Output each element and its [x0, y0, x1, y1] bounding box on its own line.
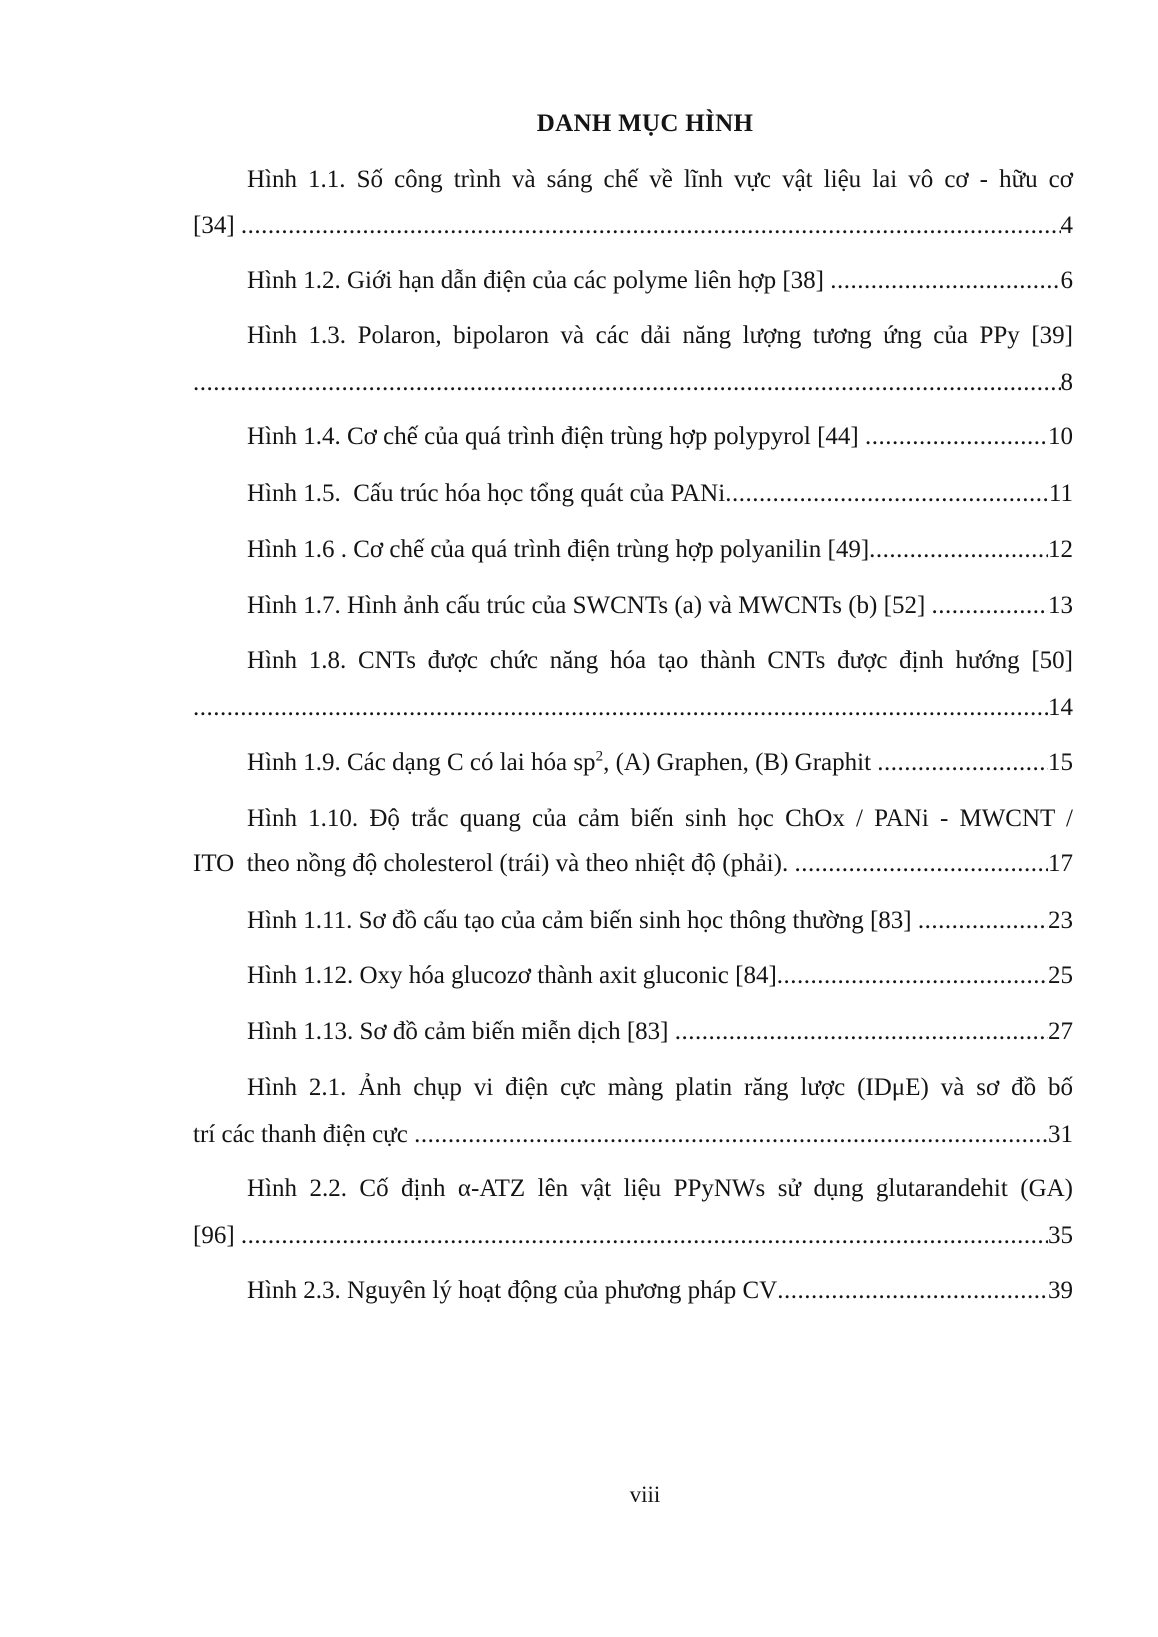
page-number: viii	[629, 1482, 661, 1507]
toc-entry-12[interactable]	[247, 958, 1073, 994]
dot-leader	[241, 208, 1061, 244]
toc-page-number: 25	[1048, 962, 1073, 989]
toc-page-number: 4	[1060, 212, 1073, 239]
toc-entry-2[interactable]	[247, 263, 1073, 299]
superscript: 2	[595, 748, 604, 765]
dot-leader	[877, 745, 1048, 781]
toc-page-number: 12	[1048, 536, 1073, 563]
dot-leader	[193, 365, 1061, 401]
toc-page-number: 8	[1060, 369, 1073, 396]
toc-entry-text: Hình 1.12. Oxy hóa glucozơ thành axit gluconic [84]	[247, 962, 777, 989]
toc-entry-text: Hình 1.4. Cơ chế của quá trình điện trùng hợp polypyrol [44]	[247, 423, 865, 450]
toc-entry-3-line2[interactable]	[193, 365, 1073, 401]
toc-entry-15-line2[interactable]	[193, 1218, 1073, 1254]
toc-entry-1-line2[interactable]	[193, 208, 1073, 244]
toc-entry-1-line1[interactable]: Hình 1.1. Số công trình và sáng chế về lĩnh vực vật liệu lai vô cơ - hữu cơ	[247, 166, 1073, 193]
toc-entry-8-line1[interactable]: Hình 1.8. CNTs được chức năng hóa tạo thành CNTs được định hướng [50]	[247, 647, 1073, 674]
toc-page-number: 13	[1048, 592, 1073, 619]
dot-leader	[725, 476, 1049, 512]
toc-entry-text: ITO theo nồng độ cholesterol (trái) và theo nhiệt độ (phải).	[193, 850, 795, 877]
toc-page-number: 11	[1048, 480, 1073, 507]
toc-entry-text: trí các thanh điện cực	[193, 1121, 415, 1148]
dot-leader	[675, 1014, 1048, 1050]
toc-page-number: 6	[1060, 267, 1073, 294]
toc-page-number: 35	[1048, 1222, 1073, 1249]
toc-entry-10-line1[interactable]: Hình 1.10. Độ trắc quang của cảm biến sinh học ChOx / PANi - MWCNT /	[247, 805, 1073, 832]
dot-leader	[777, 1273, 1048, 1309]
toc-entry-text: Hình 1.13. Sơ đồ cảm biến miễn dịch [83]	[247, 1018, 675, 1045]
toc-entry-text: Hình 1.5. Cấu trúc hóa học tổng quát của PANi	[247, 480, 726, 507]
toc-page-number: 31	[1048, 1121, 1073, 1148]
toc-entry-text: Hình 1.6 . Cơ chế của quá trình điện trùng hợp polyanilin [49]	[247, 536, 870, 563]
toc-entry-13[interactable]	[247, 1014, 1073, 1050]
dot-leader	[414, 1117, 1048, 1153]
toc-entry-15-line1[interactable]: Hình 2.2. Cố định α-ATZ lên vật liệu PPyNWs sử dụng glutarandehit (GA)	[247, 1175, 1073, 1202]
toc-page-number: 23	[1048, 907, 1073, 934]
toc-entry-11[interactable]	[247, 903, 1073, 939]
toc-entry-4[interactable]	[247, 419, 1073, 455]
toc-entry-text: Hình 1.7. Hình ảnh cấu trúc của SWCNTs (a) và MWCNTs (b) [52]	[247, 592, 932, 619]
toc-page-number: 27	[1048, 1018, 1073, 1045]
dot-leader	[869, 532, 1048, 568]
dot-leader	[193, 690, 1048, 726]
toc-entry-14-line1[interactable]: Hình 2.1. Ảnh chụp vi điện cực màng platin răng lược (IDμE) và sơ đồ bố	[247, 1074, 1073, 1101]
toc-entry-9[interactable]	[247, 745, 1073, 781]
toc-entry-10-line2[interactable]	[193, 846, 1073, 882]
toc-entry-8-line2[interactable]	[193, 690, 1073, 726]
toc-entry-16[interactable]	[247, 1273, 1073, 1309]
toc-entry-3-line1[interactable]: Hình 1.3. Polaron, bipolaron và các dải năng lượng tương ứng của PPy [39]	[247, 322, 1073, 349]
toc-entry-14-line2[interactable]	[193, 1117, 1073, 1153]
toc-page-number: 15	[1048, 749, 1073, 776]
toc-entry-text: Hình 2.3. Nguyên lý hoạt động của phương pháp CV	[247, 1277, 778, 1304]
dot-leader	[932, 588, 1048, 624]
toc-entry-text: [96]	[193, 1222, 241, 1249]
toc-entry-5[interactable]	[247, 476, 1073, 512]
toc-page-number: 14	[1048, 694, 1073, 721]
toc-entry-text: [34]	[193, 212, 241, 239]
toc-entry-text: Hình 1.2. Giới hạn dẫn điện của các polyme liên hợp [38]	[247, 267, 831, 294]
toc-entry-text: Hình 1.9. Các dạng C có lai hóa $sp^2$, (A) Graphen, (B) Graphit	[247, 748, 878, 776]
toc-entry-7[interactable]	[247, 588, 1073, 624]
toc-page-number: 10	[1048, 423, 1073, 450]
toc-page-number: 17	[1048, 850, 1073, 877]
page-title: DANH MỤC HÌNH	[536, 110, 754, 137]
dot-leader	[794, 846, 1048, 882]
dot-leader	[918, 903, 1048, 939]
toc-entry-text: Hình 1.11. Sơ đồ cấu tạo của cảm biến sinh học thông thường [83]	[247, 907, 918, 934]
dot-leader	[777, 958, 1048, 994]
toc-entry-6[interactable]	[247, 532, 1073, 568]
dot-leader	[865, 419, 1048, 455]
dot-leader	[241, 1218, 1048, 1254]
toc-page-number: 39	[1048, 1277, 1073, 1304]
dot-leader	[830, 263, 1060, 299]
